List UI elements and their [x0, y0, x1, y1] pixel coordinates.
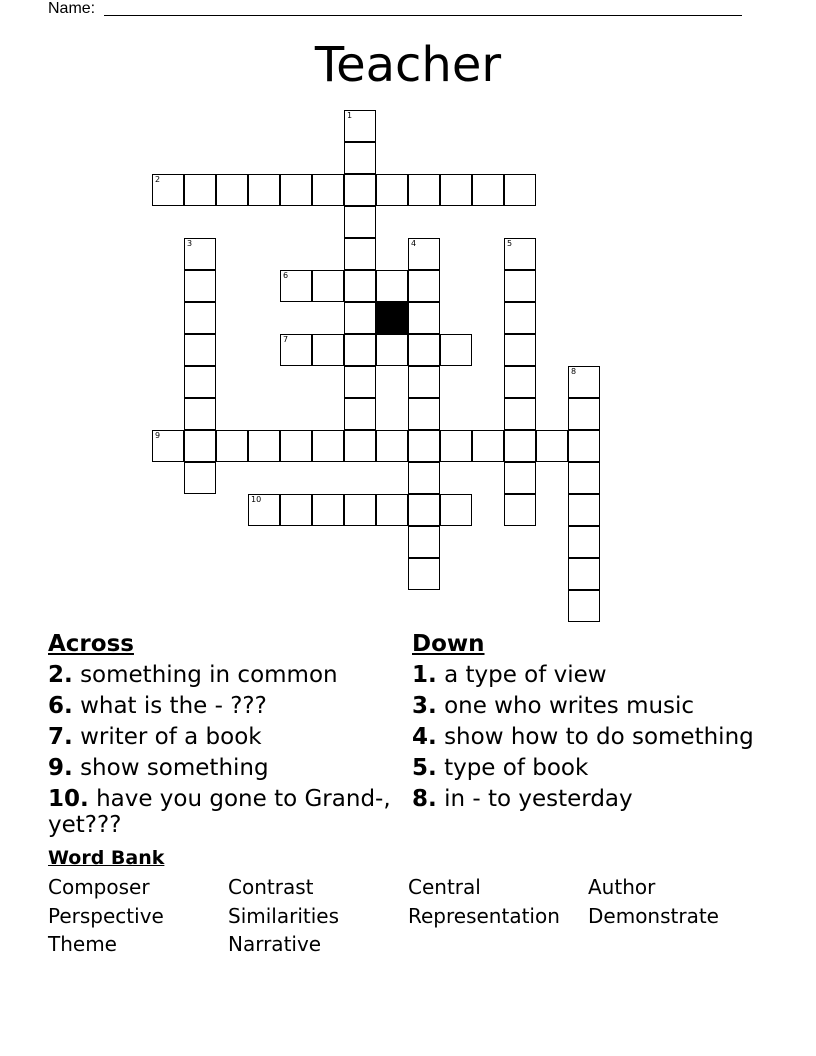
word-bank-item: Perspective	[48, 904, 164, 928]
crossword-cell[interactable]	[408, 366, 440, 398]
crossword-cell[interactable]	[344, 110, 376, 142]
down-clue-1	[412, 662, 762, 688]
word-bank-item: Representation	[408, 904, 560, 928]
crossword-cell[interactable]	[440, 174, 472, 206]
clue-text: show how to do something	[444, 724, 754, 750]
crossword-cell[interactable]	[312, 174, 344, 206]
crossword-cell[interactable]	[248, 430, 280, 462]
crossword-cell[interactable]	[504, 398, 536, 430]
crossword-cell[interactable]	[184, 366, 216, 398]
clue-number-label: 6	[283, 271, 289, 280]
crossword-cell[interactable]	[280, 174, 312, 206]
crossword-cell[interactable]	[568, 558, 600, 590]
word-bank-item: Demonstrate	[588, 904, 719, 928]
crossword-cell[interactable]	[568, 430, 600, 462]
crossword-cell[interactable]	[408, 270, 440, 302]
across-clue-7	[48, 724, 398, 750]
crossword-cell[interactable]	[504, 430, 536, 462]
crossword-cell[interactable]	[376, 270, 408, 302]
crossword-cell[interactable]	[408, 334, 440, 366]
down-clue-4	[412, 724, 762, 750]
crossword-cell[interactable]	[568, 494, 600, 526]
clue-number: 2.	[48, 662, 73, 688]
crossword-cell[interactable]	[152, 174, 184, 206]
down-clues	[412, 630, 762, 817]
clue-number-label: 3	[187, 239, 193, 248]
crossword-cell[interactable]	[504, 366, 536, 398]
black-cell	[376, 302, 408, 334]
crossword-cell[interactable]	[344, 302, 376, 334]
name-label: Name:	[48, 0, 96, 17]
clue-number-label: 10	[251, 495, 262, 504]
word-bank-item: Theme	[48, 932, 117, 956]
clue-number: 5.	[412, 755, 437, 781]
word-bank-title: Word Bank	[48, 847, 165, 869]
crossword-cell[interactable]	[504, 174, 536, 206]
crossword-cell[interactable]	[184, 174, 216, 206]
clue-number-label: 4	[411, 239, 417, 248]
crossword-cell[interactable]	[536, 430, 568, 462]
crossword-cell[interactable]	[568, 526, 600, 558]
word-bank-item: Central	[408, 875, 481, 899]
word-bank-item: Composer	[48, 875, 150, 899]
crossword-cell[interactable]	[184, 302, 216, 334]
crossword-cell[interactable]	[408, 302, 440, 334]
crossword-cell[interactable]	[216, 430, 248, 462]
clue-number: 7.	[48, 724, 73, 750]
word-bank-item: Author	[588, 875, 656, 899]
crossword-cell[interactable]	[472, 174, 504, 206]
crossword-cell[interactable]	[568, 462, 600, 494]
crossword-cell[interactable]	[408, 430, 440, 462]
clue-text: have you gone to Grand-, yet???	[48, 786, 391, 838]
crossword-cell[interactable]	[344, 206, 376, 238]
crossword-cell[interactable]	[376, 430, 408, 462]
crossword-cell[interactable]	[344, 366, 376, 398]
across-clue-2	[48, 662, 398, 688]
crossword-cell[interactable]	[344, 142, 376, 174]
clue-text: one who writes music	[444, 693, 695, 719]
clue-number-label: 1	[347, 111, 353, 120]
clue-text: in - to yesterday	[444, 786, 633, 812]
crossword-cell[interactable]	[568, 366, 600, 398]
crossword-cell[interactable]	[344, 238, 376, 270]
down-clue-3	[412, 693, 762, 719]
crossword-cell[interactable]	[312, 430, 344, 462]
clue-text: type of book	[444, 755, 589, 781]
across-clue-10	[48, 786, 398, 838]
crossword-cell[interactable]	[184, 238, 216, 270]
clue-number: 10.	[48, 786, 89, 812]
crossword-cell[interactable]	[184, 462, 216, 494]
crossword-cell[interactable]	[440, 334, 472, 366]
clue-number-label: 9	[155, 431, 161, 440]
clue-number: 8.	[412, 786, 437, 812]
page-title: Teacher	[314, 37, 502, 93]
crossword-cell[interactable]	[312, 334, 344, 366]
crossword-cell[interactable]	[408, 526, 440, 558]
crossword-cell[interactable]	[312, 494, 344, 526]
clue-number-label: 7	[283, 335, 289, 344]
crossword-cell[interactable]	[344, 334, 376, 366]
across-clue-9	[48, 755, 398, 781]
crossword-cell[interactable]	[280, 270, 312, 302]
crossword-cell[interactable]	[568, 590, 600, 622]
crossword-cell[interactable]	[568, 398, 600, 430]
clue-number-label: 2	[155, 175, 161, 184]
crossword-cell[interactable]	[280, 494, 312, 526]
crossword-cell[interactable]	[504, 334, 536, 366]
crossword-cell[interactable]	[504, 462, 536, 494]
word-bank-item: Narrative	[228, 932, 322, 956]
clue-text: something in common	[80, 662, 338, 688]
clue-number: 1.	[412, 662, 437, 688]
crossword-cell[interactable]	[280, 334, 312, 366]
crossword-cell[interactable]	[376, 334, 408, 366]
crossword-cell[interactable]	[344, 398, 376, 430]
crossword-cell[interactable]	[344, 174, 376, 206]
crossword-cell[interactable]	[344, 430, 376, 462]
crossword-cell[interactable]	[184, 430, 216, 462]
crossword-cell[interactable]	[376, 494, 408, 526]
crossword-cell[interactable]	[440, 430, 472, 462]
crossword-cell[interactable]	[312, 270, 344, 302]
crossword-cell[interactable]	[184, 270, 216, 302]
crossword-cell[interactable]	[408, 174, 440, 206]
crossword-cell[interactable]	[440, 494, 472, 526]
crossword-cell[interactable]	[152, 430, 184, 462]
clue-number: 3.	[412, 693, 437, 719]
across-heading: Across	[48, 631, 134, 657]
crossword-cell[interactable]	[408, 462, 440, 494]
crossword-cell[interactable]	[504, 238, 536, 270]
word-bank-item: Contrast	[228, 875, 314, 899]
crossword-cell[interactable]	[248, 494, 280, 526]
crossword-cell[interactable]	[184, 398, 216, 430]
clue-text: a type of view	[444, 662, 607, 688]
down-heading: Down	[412, 631, 485, 657]
crossword-cell[interactable]	[472, 430, 504, 462]
down-clue-5	[412, 755, 762, 781]
across-clues	[48, 630, 398, 843]
clue-text: show something	[80, 755, 269, 781]
crossword-cell[interactable]	[344, 494, 376, 526]
clue-text: writer of a book	[80, 724, 262, 750]
crossword-cell[interactable]	[184, 334, 216, 366]
crossword-cell[interactable]	[280, 430, 312, 462]
crossword-cell[interactable]	[408, 494, 440, 526]
crossword-cell[interactable]	[408, 238, 440, 270]
crossword-cell[interactable]	[504, 494, 536, 526]
down-clue-8	[412, 786, 762, 812]
clue-number-label: 5	[507, 239, 513, 248]
clue-number: 9.	[48, 755, 73, 781]
crossword-cell[interactable]	[408, 398, 440, 430]
crossword-cell[interactable]	[504, 270, 536, 302]
clue-number-label: 8	[571, 367, 577, 376]
word-bank-item: Similarities	[228, 904, 340, 928]
across-clue-6	[48, 693, 398, 719]
crossword-cell[interactable]	[344, 270, 376, 302]
crossword-cell[interactable]	[408, 558, 440, 590]
crossword-cell[interactable]	[376, 174, 408, 206]
clue-number: 4.	[412, 724, 437, 750]
crossword-cell[interactable]	[504, 302, 536, 334]
clue-number: 6.	[48, 693, 73, 719]
crossword-cell[interactable]	[248, 174, 280, 206]
clue-text: what is the - ???	[80, 693, 267, 719]
crossword-cell[interactable]	[216, 174, 248, 206]
